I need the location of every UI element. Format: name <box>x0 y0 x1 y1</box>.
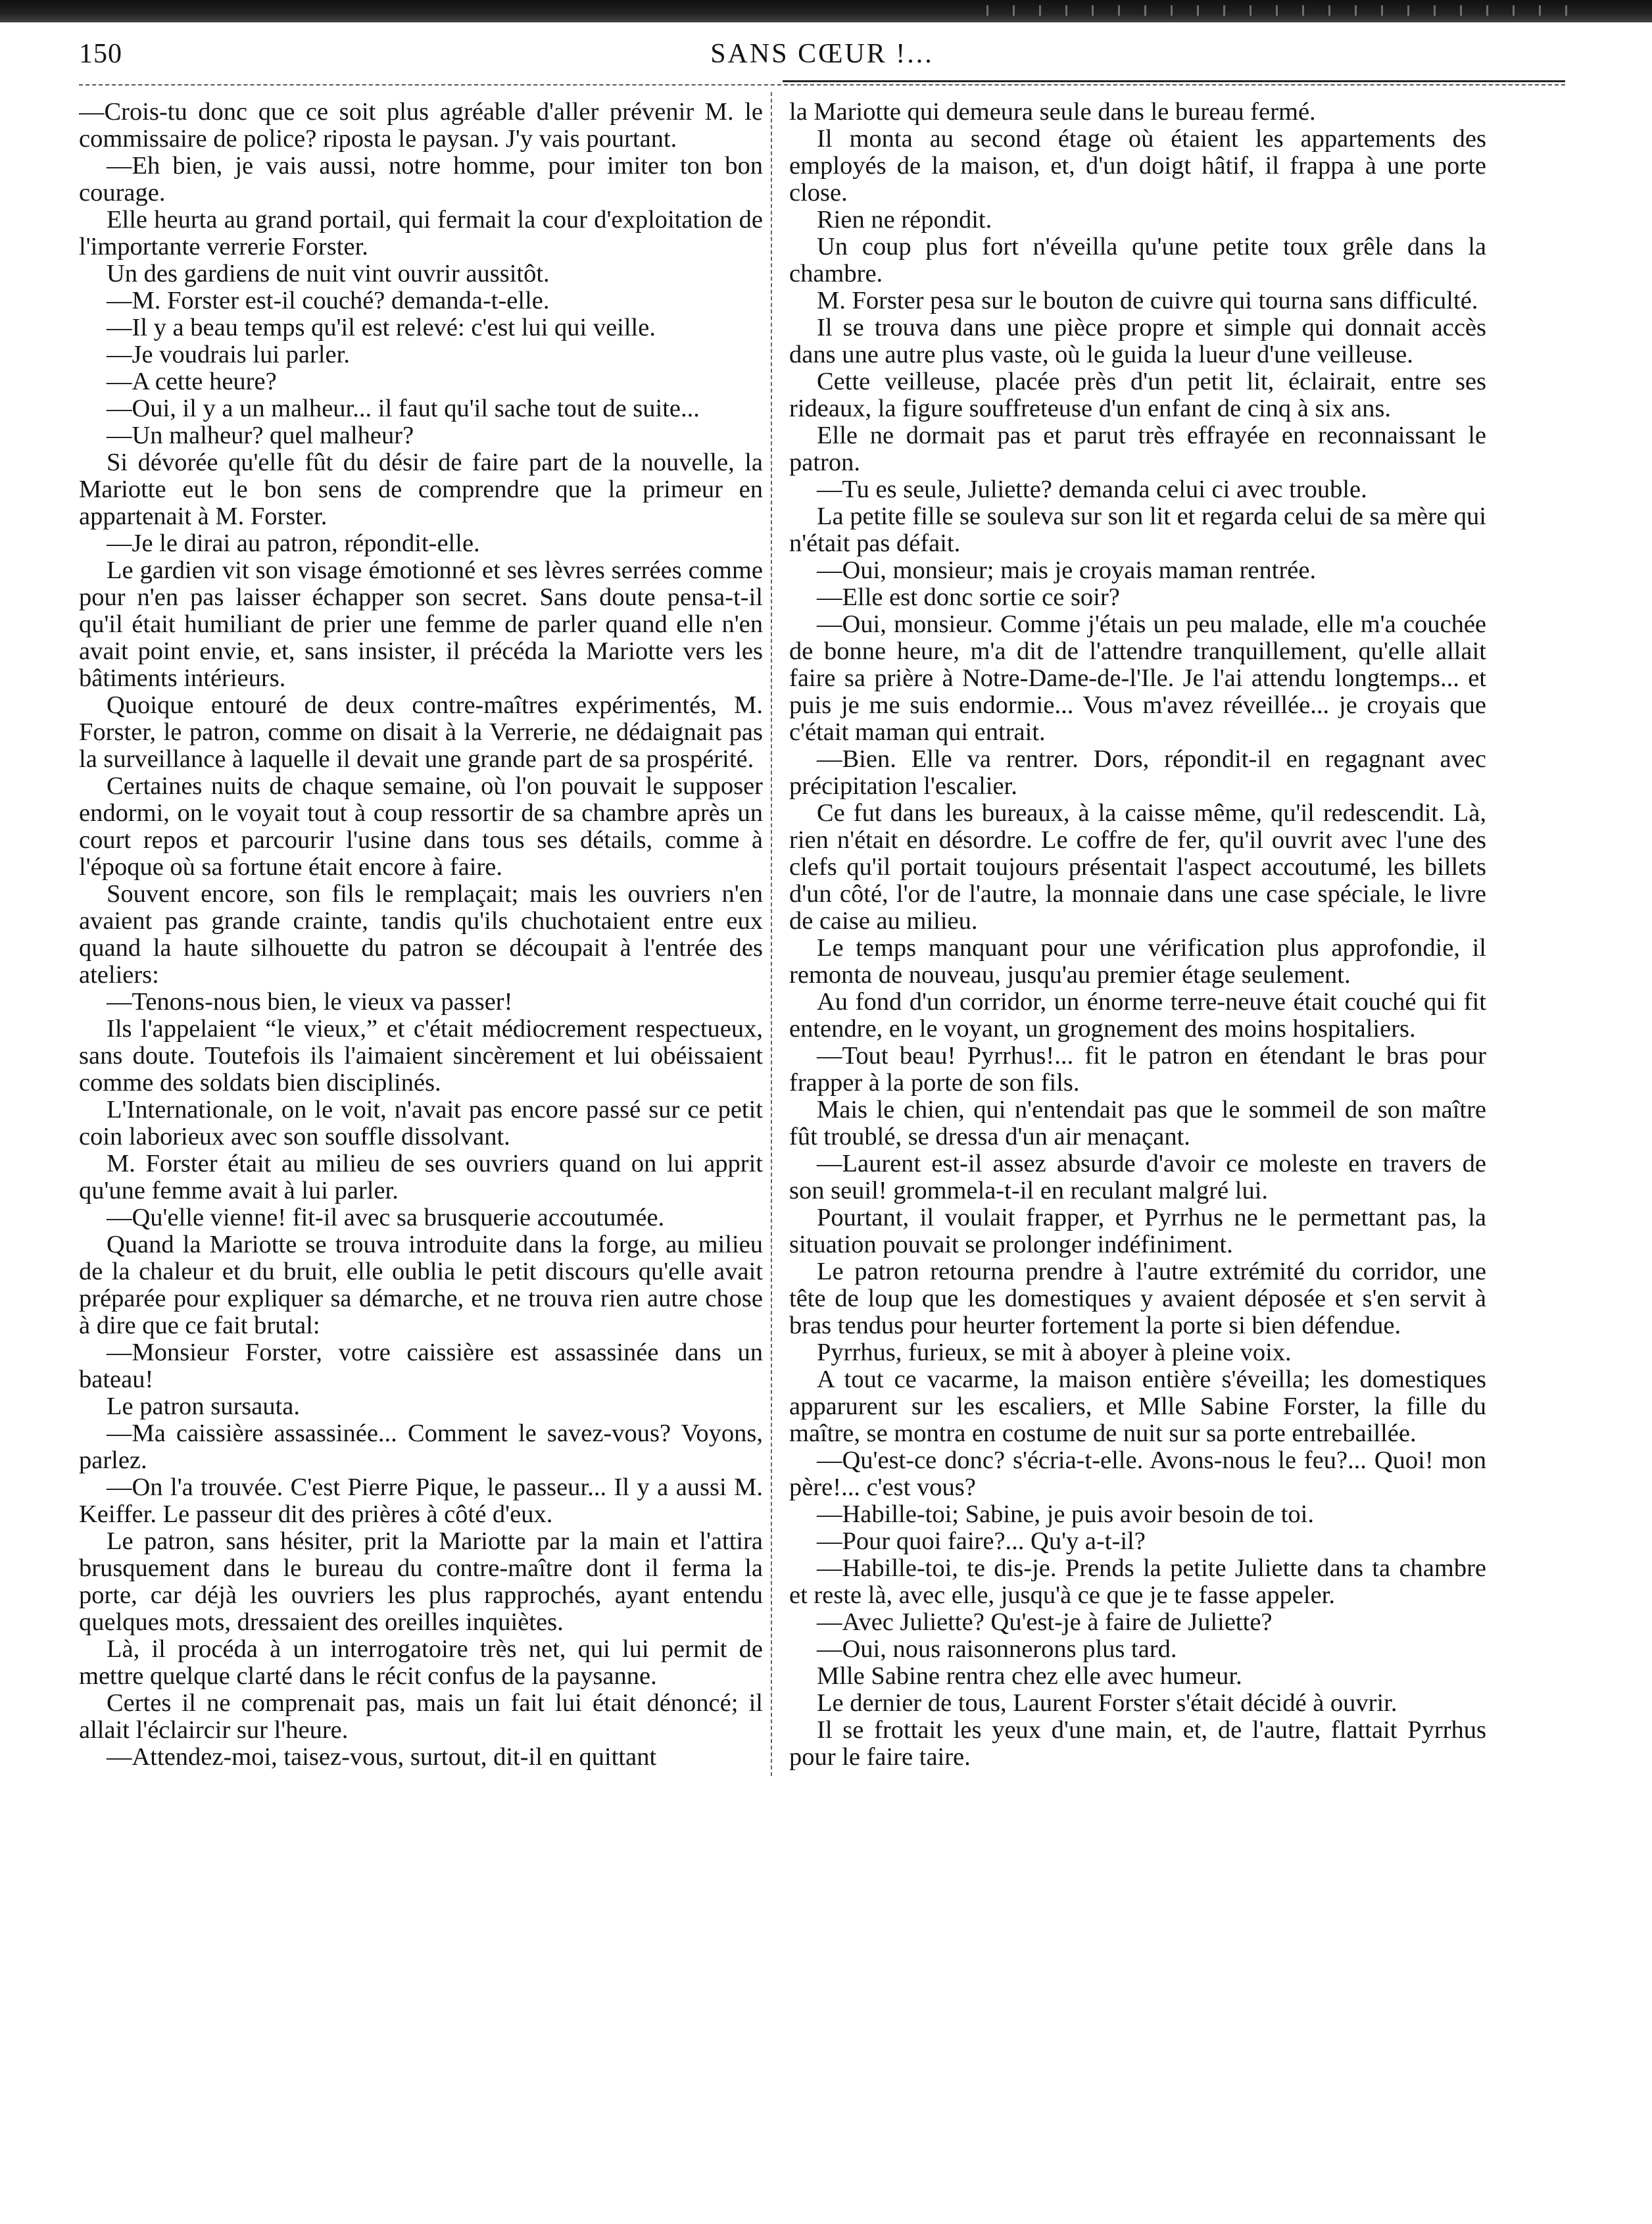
paragraph: —Oui, monsieur. Comme j'étais un peu malade, elle m'a couchée de bonne heure, m'a dit de l'attendre tranquillement, qu'elle allait faire sa prière à Notre-Dame-de-l'Ile. Je l'ai attendu longtemps... et puis je me suis endormie... Vous m'avez réveillée... je croyais que c'était maman qui entrait. <box>789 610 1486 746</box>
paragraph: A tout ce vacarme, la maison entière s'éveilla; les domestiques apparurent sur les escaliers, et Mlle Sabine Forster, la fille du maître, se montra en costume de nuit sur sa porte entrebaillée. <box>789 1366 1486 1447</box>
paragraph: —Pour quoi faire?... Qu'y a-t-il? <box>817 1527 1146 1555</box>
header-rule-right <box>783 80 1565 82</box>
paragraph: Au fond d'un corridor, un énorme terre-neuve était couché qui fit entendre, en le voyant, un grognement des moins hospitaliers. <box>789 988 1486 1043</box>
paragraph: —Avec Juliette? Qu'est-je à faire de Juliette? <box>817 1608 1273 1636</box>
header-rule <box>79 84 1565 86</box>
paragraph: Le gardien vit son visage émotionné et ses lèvres serrées comme pour n'en pas laisser échapper son secret. Sans doute pensa-t-il qu'il était humiliant de prier une femme de parler quand elle n'en avait point envie, et, sans insister, il précéda la Mariotte vers les bâtiments intérieurs. <box>79 556 763 692</box>
paragraph: —Laurent est-il assez absurde d'avoir ce moleste en travers de son seuil! grommela-t-il en reculant malgré lui. <box>789 1150 1486 1204</box>
paragraph: —Qu'elle vienne! fit-il avec sa brusquerie accoutumée. <box>107 1204 665 1231</box>
paragraph: Un des gardiens de nuit vint ouvrir aussitôt. <box>107 260 550 287</box>
paragraph: L'Internationale, on le voit, n'avait pas encore passé sur ce petit coin laborieux avec son souffle dissolvant. <box>79 1096 763 1150</box>
paragraph: Certes il ne comprenait pas, mais un fait lui était dénoncé; il allait l'éclaircir sur l'heure. <box>79 1689 763 1744</box>
paragraph: Le patron sursauta. <box>107 1393 300 1420</box>
paragraph: Pyrrhus, furieux, se mit à aboyer à pleine voix. <box>817 1339 1292 1366</box>
scan-streak <box>986 5 1578 16</box>
paragraph: Certaines nuits de chaque semaine, où l'on pouvait le supposer endormi, on le voyait tout à coup ressortir de sa chambre après un court repos et parcourir l'usine dans tous ses détails, comme à l'époque où sa fortune était encore à faire. <box>79 772 763 881</box>
paragraph: Il se trouva dans une pièce propre et simple qui donnait accès dans une autre plus vaste, où le guida la lueur d'une veilleuse. <box>789 314 1486 368</box>
paragraph: —Un malheur? quel malheur? <box>107 422 414 449</box>
paragraph: —Habille-toi; Sabine, je puis avoir besoin de toi. <box>817 1500 1314 1528</box>
paragraph: Le temps manquant pour une vérification plus approfondie, il remonta de nouveau, jusqu'au premier étage seulement. <box>789 934 1486 989</box>
paragraph: Elle heurta au grand portail, qui fermait la cour d'exploitation de l'importante verrerie Forster. <box>79 206 763 260</box>
right-column <box>789 99 1486 2190</box>
paragraph: Il se frottait les yeux d'une main, et, de l'autre, flattait Pyrrhus pour le faire taire. <box>789 1716 1486 1771</box>
paragraph: Quand la Mariotte se trouva introduite dans la forge, au milieu de la chaleur et du bruit, elle oublia le petit discours qu'elle avait préparée pour expliquer sa démarche, et ne trouva rien autre chose à dire que ce fait brutal: <box>79 1231 763 1339</box>
scan-top-band <box>0 0 1652 22</box>
paragraph: —Je voudrais lui parler. <box>107 341 350 368</box>
paragraph: M. Forster pesa sur le bouton de cuivre qui tourna sans difficulté. <box>817 287 1478 314</box>
paragraph: Ce fut dans les bureaux, à la caisse même, qu'il redescendit. Là, rien n'était en désordre. Le coffre de fer, qu'il ouvrit avec l'une des clefs qu'il portait toujours présentait l'aspect accoutumé, les billets d'un côté, l'or de l'autre, la monnaie dans une case spéciale, le livre de caise au milieu. <box>789 799 1486 935</box>
paragraph: —Oui, nous raisonnerons plus tard. <box>817 1635 1177 1663</box>
paragraph: —Tenons-nous bien, le vieux va passer! <box>107 988 513 1016</box>
paragraph: —Oui, il y a un malheur... il faut qu'il sache tout de suite... <box>107 395 700 422</box>
paragraph: —Qu'est-ce donc? s'écria-t-elle. Avons-nous le feu?... Quoi! mon père!... c'est vous? <box>789 1446 1486 1501</box>
paragraph: —Bien. Elle va rentrer. Dors, répondit-il en regagnant avec précipitation l'escalier. <box>789 745 1486 800</box>
page-header <box>79 32 1565 84</box>
paragraph: M. Forster était au milieu de ses ouvriers quand on lui apprit qu'une femme avait à lui parler. <box>79 1150 763 1204</box>
paragraph: Quoique entouré de deux contre-maîtres expérimentés, M. Forster, le patron, comme on disait à la Verrerie, ne dédaignait pas la surveillance à laquelle il devait une grande part de sa prospérité. <box>79 691 763 773</box>
paragraph: Là, il procéda à un interrogatoire très net, qui lui permit de mettre quelque clarté dans le récit confus de la paysanne. <box>79 1635 763 1690</box>
paragraph: —A cette heure? <box>107 368 277 395</box>
paragraph: Mlle Sabine rentra chez elle avec humeur. <box>817 1662 1242 1690</box>
page-number: 150 <box>79 39 122 69</box>
paragraph: Il monta au second étage où étaient les appartements des employés de la maison, et, d'un doigt hâtif, il frappa à une porte close. <box>789 125 1486 207</box>
paragraph: —Il y a beau temps qu'il est relevé: c'est lui qui veille. <box>107 314 656 341</box>
paragraph: —Attendez-moi, taisez-vous, surtout, dit-il en quittant <box>107 1743 657 1771</box>
paragraph: —Tout beau! Pyrrhus!... fit le patron en étendant le bras pour frapper à la porte de son fils. <box>789 1042 1486 1097</box>
column-divider <box>771 92 772 1776</box>
paragraph: —Monsieur Forster, votre caissière est assassinée dans un bateau! <box>79 1339 763 1393</box>
paragraph: —Oui, monsieur; mais je croyais maman rentrée. <box>817 556 1317 584</box>
paragraph: Si dévorée qu'elle fût du désir de faire part de la nouvelle, la Mariotte eut le bon sens de comprendre que la primeur en appartenait à M. Forster. <box>79 449 763 530</box>
paragraph: —Je le dirai au patron, répondit-elle. <box>107 530 480 557</box>
paragraph: Un coup plus fort n'éveilla qu'une petite toux grêle dans la chambre. <box>789 233 1486 287</box>
paragraph: la Mariotte qui demeura seule dans le bureau fermé. <box>789 99 1316 126</box>
paragraph: La petite fille se souleva sur son lit et regarda celui de sa mère qui n'était pas défait. <box>789 503 1486 557</box>
paragraph: Le patron retourna prendre à l'autre extrémité du corridor, une tête de loup que les domestiques y avaient déposée et s'en servit à bras tendus pour heurter fortement la porte si bien défendue. <box>789 1258 1486 1339</box>
running-title: SANS CŒUR !... <box>710 39 934 69</box>
paragraph: —Crois-tu donc que ce soit plus agréable d'aller prévenir M. le commissaire de police? riposta le paysan. J'y vais pourtant. <box>79 99 763 153</box>
paragraph: Le dernier de tous, Laurent Forster s'était décidé à ouvrir. <box>817 1689 1397 1717</box>
left-column <box>79 99 763 2190</box>
paragraph: Mais le chien, qui n'entendait pas que le sommeil de son maître fût troublé, se dressa d'un air menaçant. <box>789 1096 1486 1150</box>
paragraph: Pourtant, il voulait frapper, et Pyrrhus ne le permettant pas, la situation pouvait se prolonger indéfiniment. <box>789 1204 1486 1258</box>
paragraph: —Tu es seule, Juliette? demanda celui ci avec trouble. <box>817 476 1367 503</box>
paragraph: Rien ne répondit. <box>817 206 992 234</box>
paragraph: Le patron, sans hésiter, prit la Mariotte par la main et l'attira brusquement dans le bureau du contre-maître dont il ferma la porte, car déjà les ouvriers les plus rapprochés, ayant entendu quelques mots, dressaient des oreilles inquiètes. <box>79 1527 763 1636</box>
paragraph: —Eh bien, je vais aussi, notre homme, pour imiter ton bon courage. <box>79 152 763 207</box>
paragraph: Souvent encore, son fils le remplaçait; mais les ouvriers n'en avaient pas grande crainte, tandis qu'ils chuchotaient entre eux quand la haute silhouette du patron se découpait à l'entrée des ateliers: <box>79 880 763 989</box>
paragraph: —Habille-toi, te dis-je. Prends la petite Juliette dans ta chambre et reste là, avec elle, jusqu'à ce que je te fasse appeler. <box>789 1554 1486 1609</box>
paragraph: —M. Forster est-il couché? demanda-t-elle. <box>107 287 550 314</box>
paragraph: Ils l'appelaient “le vieux,” et c'était médiocrement respectueux, sans doute. Toutefois ils l'aimaient sincèrement et lui obéissaient comme des soldats bien disciplinés. <box>79 1015 763 1097</box>
paragraph: —Elle est donc sortie ce soir? <box>817 583 1120 611</box>
paragraph: —On l'a trouvée. C'est Pierre Pique, le passeur... Il y a aussi M. Keiffer. Le passeur dit des prières à côté d'eux. <box>79 1473 763 1528</box>
paragraph: Elle ne dormait pas et parut très effrayée en reconnaissant le patron. <box>789 422 1486 476</box>
paragraph: —Ma caissière assassinée... Comment le savez-vous? Voyons, parlez. <box>79 1420 763 1474</box>
paragraph: Cette veilleuse, placée près d'un petit lit, éclairait, entre ses rideaux, la figure souffreteuse d'un enfant de cinq à six ans. <box>789 368 1486 422</box>
